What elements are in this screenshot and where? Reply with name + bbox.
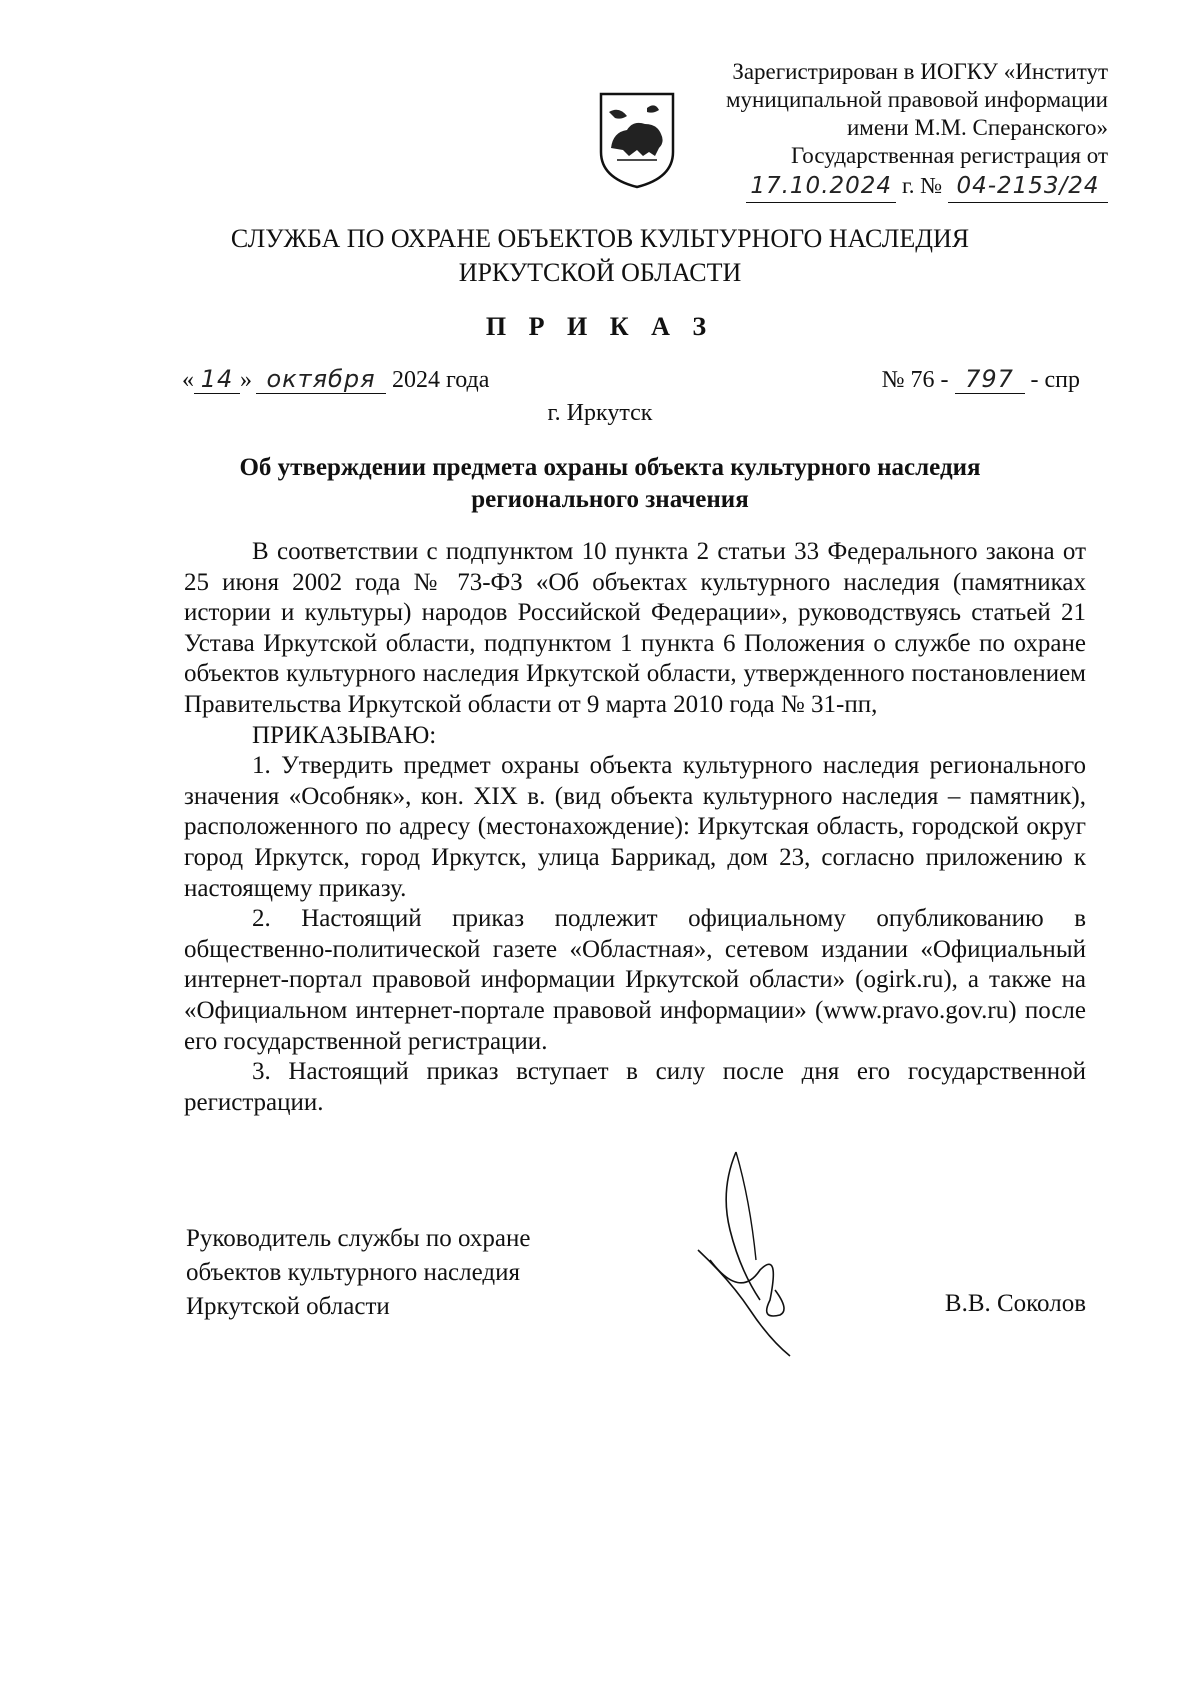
order-word: ПРИКАЗЫВАЮ: [252, 721, 437, 749]
order-number-prefix: № 76 - [881, 367, 949, 393]
signatory-name: В.В. Соколов [944, 1290, 1086, 1317]
organization-name [0, 222, 1200, 290]
signatory-line-3: Иркутской области [186, 1293, 390, 1320]
registration-number-label: г. № [901, 173, 943, 198]
handwritten-signature [690, 1150, 820, 1360]
order-title: П Р И К А З [485, 312, 715, 341]
signatory-line-2: объектов культурного наследия [186, 1259, 520, 1286]
date-open-quote: « [182, 367, 194, 393]
registration-line-4: Государственная регистрация от [791, 143, 1108, 168]
signatory-title [186, 1222, 530, 1324]
organization-line-2: ИРКУТСКОЙ ОБЛАСТИ [458, 258, 742, 287]
order-item-3: 3. Настоящий приказ вступает в силу после дня его государственной регистрации. [184, 1058, 1086, 1116]
order-number [882, 365, 1080, 394]
order-item-1: 1. Утвердить предмет охраны объекта культурного наследия регионального значения «Особняк», кон. XIX в. (вид объекта культурного наследия – памятник), расположенного по адресу (местонахождение): Иркутская область, городской округ город Иркутск, город Иркутск, улица Баррикад, дом 23, согласно приложению к настоящему приказу. [184, 752, 1086, 902]
registration-line-2: муниципальной правовой информации [725, 87, 1108, 112]
order-year: 2024 года [392, 367, 490, 393]
order-subject [200, 452, 1020, 516]
order-number-value: 797 [955, 365, 1025, 394]
order-day: 14 [194, 365, 240, 394]
order-date [182, 365, 489, 394]
registration-line-3: имени М.М. Сперанского» [846, 115, 1108, 140]
subject-line-1: Об утверждении предмета охраны объекта культурного наследия [239, 454, 981, 481]
registration-stamp [700, 58, 1108, 203]
date-close-quote: » [240, 367, 252, 393]
organization-line-1: СЛУЖБА ПО ОХРАНЕ ОБЪЕКТОВ КУЛЬТУРНОГО НАСЛЕДИЯ [230, 224, 970, 253]
order-number-suffix: - спр [1030, 367, 1080, 393]
order-month: октября [256, 365, 386, 394]
signatory-line-1: Руководитель службы по охране [186, 1225, 531, 1252]
preamble-paragraph: В соответствии с подпунктом 10 пункта 2 статьи 33 Федерального закона от 25 июня 2002 года № 73-ФЗ «Об объектах культурного наследия (памятниках истории и культуры) народов Российской Федерации», руководствуясь статьей 21 Устава Иркутской области, подпунктом 1 пункта 6 Положения о службе по охране объектов культурного наследия Иркутской области, утвержденного постановлением Правительства Иркутской области от 9 марта 2010 года № 31-пп, [184, 538, 1086, 718]
registration-line-1: Зарегистрирован в ИОГКУ «Институт [732, 59, 1108, 84]
registration-date-line [700, 170, 1108, 203]
order-item-2: 2. Настоящий приказ подлежит официальному опубликованию в общественно-политической газете «Областная», сетевом издании «Официальный интернет-портал правовой информации Иркутской области» (ogirk.ru), а также на «Официальном интернет-портале правовой информации» (www.pravo.gov.ru) после его государственной регистрации. [184, 905, 1086, 1055]
irkutsk-coat-of-arms-icon [597, 90, 677, 190]
registration-date: 17.10.2024 [746, 170, 896, 203]
order-body [184, 537, 1086, 1118]
order-city: г. Иркутск [547, 400, 653, 426]
subject-line-2: регионального значения [471, 486, 749, 513]
registration-number: 04-2153/24 [948, 170, 1108, 203]
